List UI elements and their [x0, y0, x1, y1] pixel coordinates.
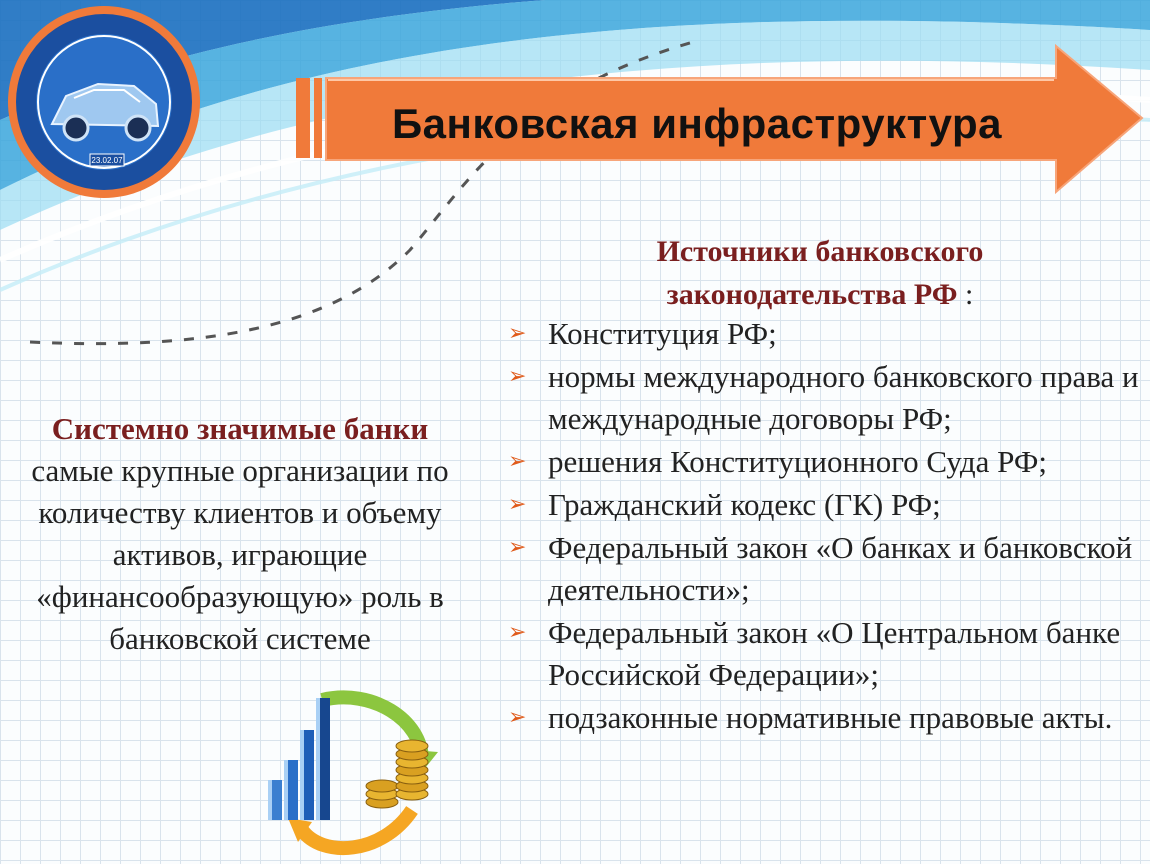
car-emblem-icon [6, 4, 202, 200]
bullet-arrow-icon: ➢ [508, 620, 527, 645]
bullet-arrow-icon: ➢ [508, 364, 527, 389]
sources-heading-colon: : [965, 278, 974, 311]
bullet-arrow-icon: ➢ [508, 449, 527, 474]
bullet-arrow-icon: ➢ [508, 705, 527, 730]
bullet-arrow-icon: ➢ [508, 321, 527, 346]
list-item-text: нормы международного банковского права и международные договоры РФ; [548, 359, 1139, 436]
svg-text:23.02.07: 23.02.07 [91, 156, 123, 165]
list-item-text: подзаконные нормативные правовые акты. [548, 700, 1113, 735]
definition-block [14, 408, 466, 660]
list-item [506, 441, 1146, 483]
list-item-text: Конституция РФ; [548, 316, 777, 351]
definition-term: Системно значимые банки [51, 411, 429, 446]
sources-list [506, 313, 1146, 740]
list-item [506, 527, 1146, 611]
list-item-text: Федеральный закон «О банках и банковской деятельности»; [548, 530, 1133, 607]
list-item [506, 356, 1146, 440]
definition-text: самые крупные организации по количеству клиентов и объему активов, играющие «финансообразующую» роль в банковской системе [31, 453, 449, 656]
chart-coins-cycle-icon [262, 690, 442, 860]
slide-title: Банковская инфраструктура [391, 100, 1002, 147]
list-item [506, 697, 1146, 739]
sources-heading [560, 230, 1080, 316]
list-item [506, 612, 1146, 696]
bullet-arrow-icon: ➢ [508, 492, 527, 517]
list-item [506, 313, 1146, 355]
list-item-text: Гражданский кодекс (ГК) РФ; [548, 487, 941, 522]
sources-heading-text: Источники банковского законодательства РФ [656, 235, 984, 311]
bullet-arrow-icon: ➢ [508, 535, 527, 560]
list-item [506, 484, 1146, 526]
list-item-text: Федеральный закон «О Центральном банке Российской Федерации»; [548, 615, 1121, 692]
list-item-text: решения Конституционного Суда РФ; [548, 444, 1047, 479]
